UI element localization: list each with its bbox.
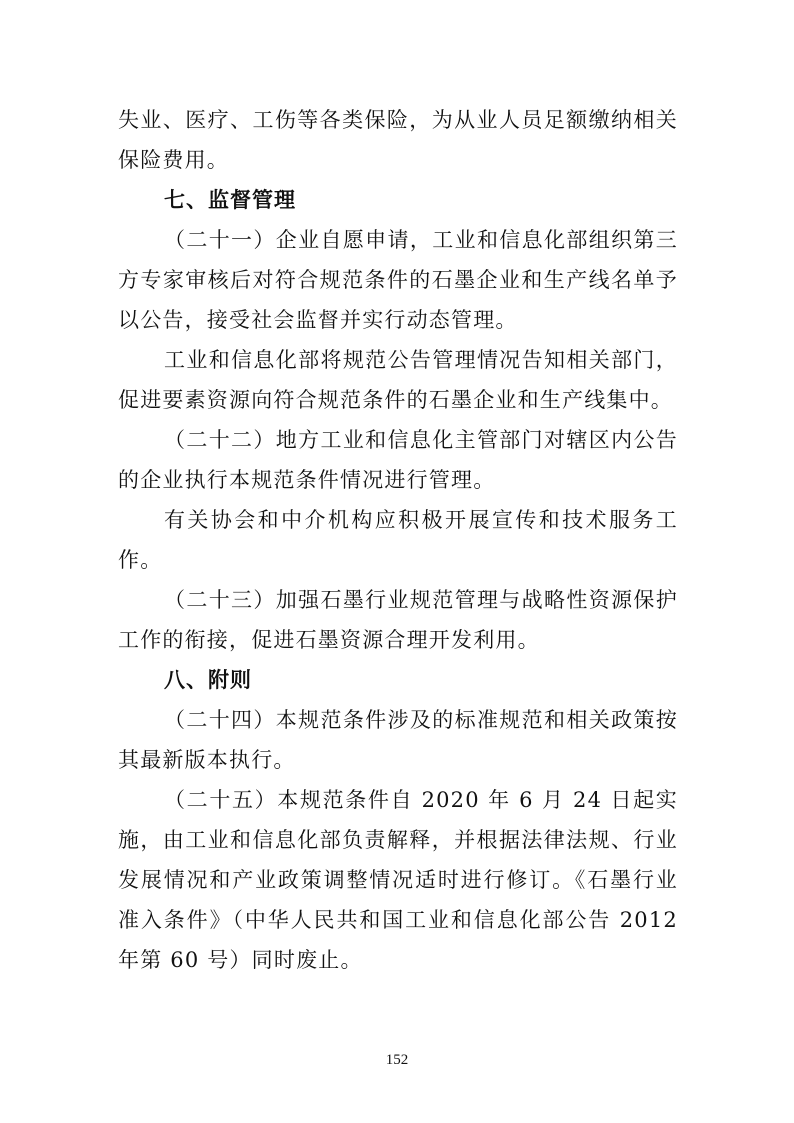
paragraph-insurance-continued: 失业、医疗、工伤等各类保险，为从业人员足额缴纳相关保险费用。 xyxy=(118,108,678,172)
paragraph-article-22-continued: 有关协会和中介机构应积极开展宣传和技术服务工作。 xyxy=(118,508,678,572)
paragraph-article-24: （二十四）本规范条件涉及的标准规范和相关政策按其最新版本执行。 xyxy=(118,708,678,772)
paragraph-article-21: （二十一）企业自愿申请，工业和信息化部组织第三方专家审核后对符合规范条件的石墨企业和生产线名单予以公告，接受社会监督并实行动态管理。 xyxy=(118,228,678,332)
document-body xyxy=(118,100,678,980)
section-heading-supplementary: 八、附则 xyxy=(164,668,252,692)
page-number: 152 xyxy=(385,1052,409,1068)
section-heading-supervision: 七、监督管理 xyxy=(164,188,296,212)
paragraph-article-21-continued: 工业和信息化部将规范公告管理情况告知相关部门，促进要素资源向符合规范条件的石墨企业和生产线集中。 xyxy=(118,348,678,412)
paragraph-article-25: （二十五）本规范条件自 2020 年 6 月 24 日起实施，由工业和信息化部负责解释，并根据法律法规、行业发展情况和产业政策调整情况适时进行修订。《石墨行业准入条件》（中华人民共和国工业和信息化部公告 2012 年第 60 号）同时废止。 xyxy=(118,788,678,972)
paragraph-article-23: （二十三）加强石墨行业规范管理与战略性资源保护工作的衔接，促进石墨资源合理开发利用。 xyxy=(118,588,678,652)
paragraph-article-22: （二十二）地方工业和信息化主管部门对辖区内公告的企业执行本规范条件情况进行管理。 xyxy=(118,428,678,492)
